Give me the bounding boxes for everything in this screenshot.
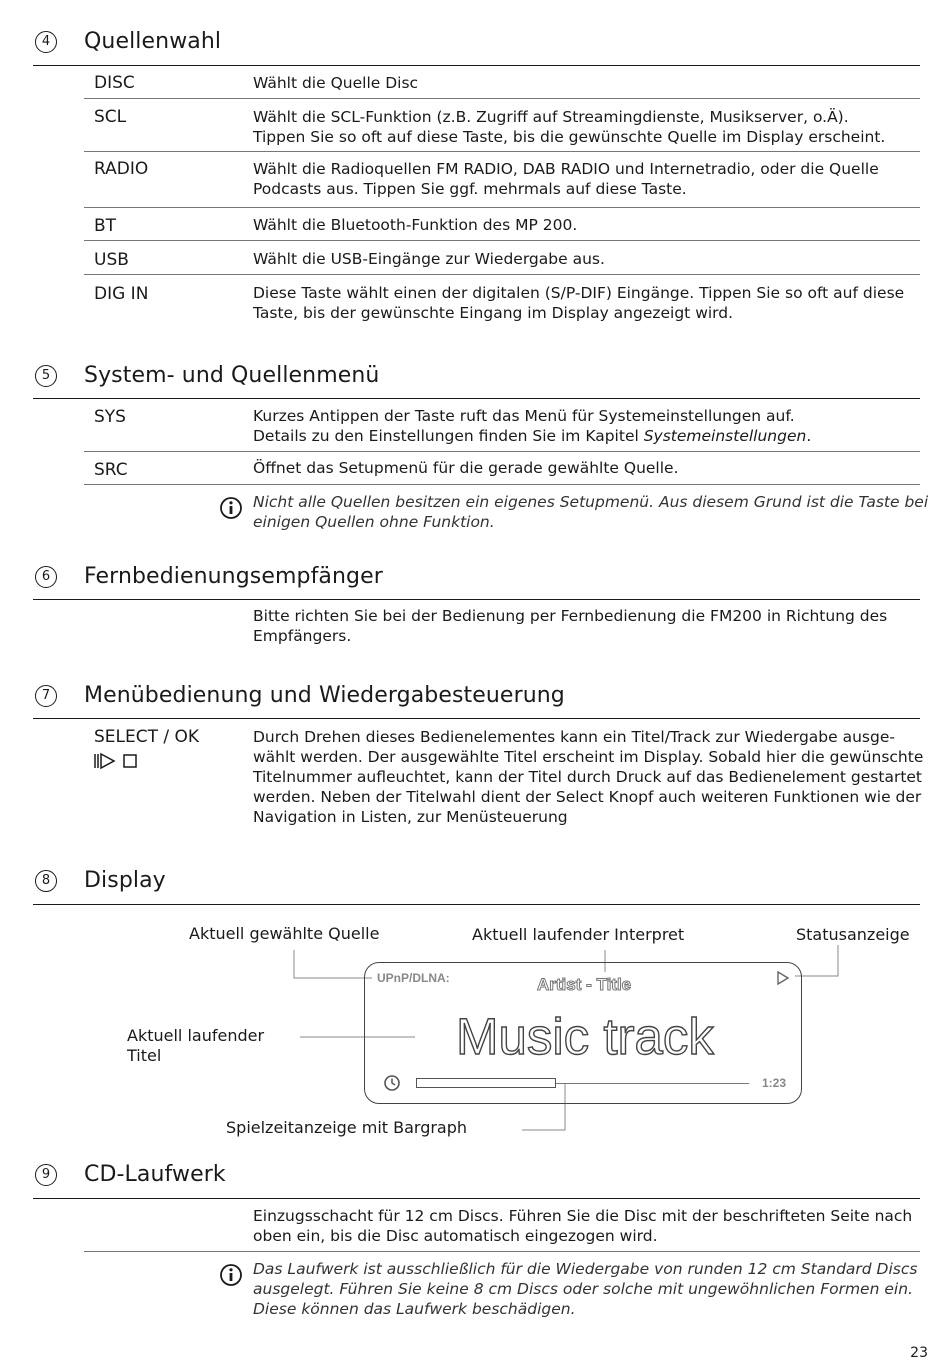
section-title: System- und Quellenmenü	[84, 363, 380, 388]
key-description: Öffnet das Setupmenü für die gerade gewählte Quelle.	[253, 459, 679, 477]
key-label: SRC	[94, 460, 128, 480]
key-label: SYS	[94, 407, 126, 427]
label-playtime: Spielzeitanzeige mit Bargraph	[226, 1118, 468, 1137]
section-number: 6	[35, 566, 57, 588]
chapter-reference: Systemeinstellungen	[643, 427, 807, 445]
key-description: Kurzes Antippen der Taste ruft das Menü für Systemeinstellungen auf. Details zu den Einstellungen finden Sie im Kapitel Systemeinstellungen.	[253, 407, 812, 445]
label-current-title: Aktuell laufender Titel	[127, 1026, 265, 1065]
label-current-source: Aktuell gewählte Quelle	[189, 924, 380, 943]
screen-artist-title: Artist - Title	[537, 975, 632, 994]
row-divider	[84, 451, 920, 452]
section-title: Quellenwahl	[84, 29, 222, 54]
section-rule	[33, 65, 920, 66]
section-number: 9	[35, 1164, 57, 1186]
section-title: CD-Laufwerk	[84, 1162, 226, 1187]
section-title: Display	[84, 868, 166, 893]
key-label: DISC	[94, 73, 135, 93]
section-number: 8	[35, 870, 57, 892]
progress-track	[556, 1083, 749, 1084]
key-label: USB	[94, 250, 129, 270]
row-divider	[84, 274, 920, 275]
screen-source: UPnP/DLNA:	[377, 971, 450, 985]
section-body: Bitte richten Sie bei der Bedienung per Fernbedienung die FM200 in Richtung des Empfängers.	[253, 607, 888, 645]
key-label: SELECT / OK	[94, 727, 200, 747]
key-description: Wählt die Radioquellen FM RADIO, DAB RADIO und Internetradio, oder die Quelle Podcasts aus. Tippen Sie ggf. mehrmals auf diese Taste.	[253, 160, 879, 198]
play-status-icon	[776, 970, 790, 986]
key-description: Wählt die SCL-Funktion (z.B. Zugriff auf Streamingdienste, Musikserver, o.Ä). Tippen Sie so oft auf diese Taste, bis die gewünschte Quelle im Display erscheint.	[253, 108, 886, 146]
label-status: Statusanzeige	[796, 925, 910, 944]
row-divider	[84, 151, 920, 152]
key-label: SCL	[94, 107, 127, 127]
note-text: Das Laufwerk ist ausschließlich für die Wiedergabe von runden 12 cm Standard Discs ausgelegt. Führen Sie keine 8 cm Discs oder solche mit ungewöhnlichen Formen ein. Diese können das Laufwerk beschädigen.	[253, 1260, 918, 1318]
section-rule	[33, 398, 920, 399]
row-divider	[84, 240, 920, 241]
section-body: Einzugsschacht für 12 cm Discs. Führen Sie die Disc mit der beschrifteten Seite nach oben ein, bis die Disc automatisch eingezogen wird.	[253, 1207, 913, 1245]
key-description: Wählt die USB-Eingänge zur Wiedergabe aus.	[253, 250, 605, 268]
key-description: Wählt die Quelle Disc	[253, 74, 419, 92]
label-current-artist: Aktuell laufender Interpret	[472, 925, 685, 944]
key-description: Wählt die Bluetooth-Funktion des MP 200.	[253, 216, 578, 234]
section-number: 7	[35, 685, 57, 707]
row-divider	[84, 484, 920, 485]
section-number: 5	[35, 365, 57, 387]
screen-time: 1:23	[762, 1076, 787, 1090]
key-description: Durch Drehen dieses Bedienelementes kann ein Titel/Track zur Wiedergabe ausge- wählt werden. Der ausgewählte Titel erscheint im Display. Sobald hier die gewünschte Titelnummer aufleuchtet, kann der Titel durch Druck auf das Bedienelement gestartet werden. Neben der Titelwahl dient der Select Knopf auch weiteren Funktionen wie der Navigation in Listen, zur Menüsteuerung	[253, 728, 924, 826]
clock-icon	[383, 1074, 401, 1092]
key-description: Diese Taste wählt einen der digitalen (S/P-DIF) Eingänge. Tippen Sie so oft auf diese Taste, bis der gewünschte Eingang im Display angezeigt wird.	[253, 284, 905, 322]
info-icon	[219, 1263, 243, 1287]
play-pause-stop-icon	[93, 752, 143, 770]
section-rule	[33, 718, 920, 719]
row-divider	[84, 207, 920, 208]
section-number: 4	[35, 31, 57, 53]
section-rule	[33, 599, 920, 600]
note-text: Nicht alle Quellen besitzen ein eigenes Setupmenü. Aus diesem Grund ist die Taste bei einigen Quellen ohne Funktion.	[253, 493, 929, 531]
section-rule	[33, 1198, 920, 1199]
info-icon	[219, 496, 243, 520]
playtime-bargraph	[416, 1078, 749, 1088]
section-title: Fernbedienungsempfänger	[84, 564, 383, 589]
screen-track-title: Music track	[456, 1008, 714, 1065]
page-number: 23	[910, 1345, 928, 1361]
key-label: RADIO	[94, 159, 149, 179]
row-divider	[84, 1251, 920, 1252]
key-label: DIG IN	[94, 284, 149, 304]
row-divider	[84, 98, 920, 99]
key-label: BT	[94, 216, 117, 236]
progress-fill	[416, 1078, 556, 1088]
section-title: Menübedienung und Wiedergabesteuerung	[84, 683, 565, 708]
